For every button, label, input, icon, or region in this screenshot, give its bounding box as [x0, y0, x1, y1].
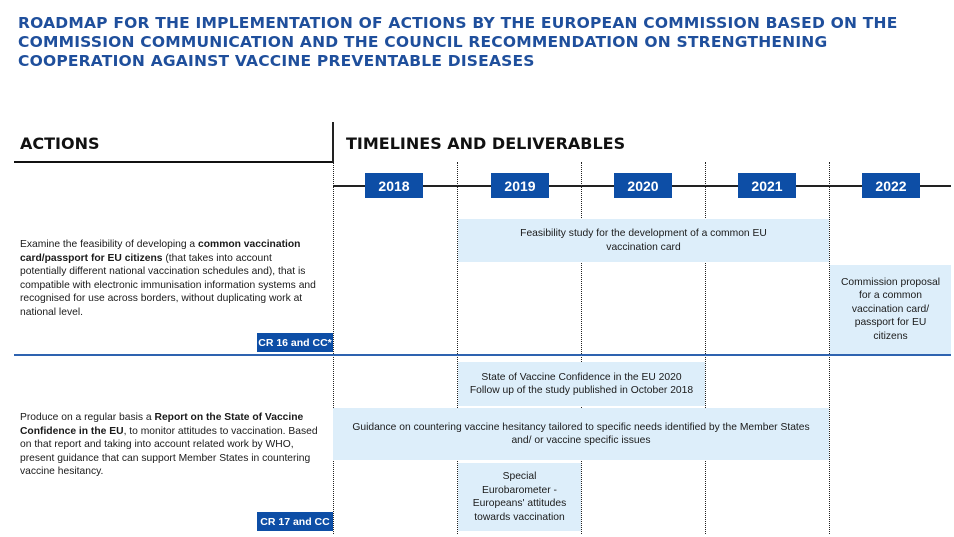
timelines-header: TIMELINES AND DELIVERABLES — [346, 134, 626, 153]
actions-header: ACTIONS — [20, 134, 100, 153]
deliverable-eurobarometer: Special Eurobarometer - Europeans' attitudes towards vaccination — [458, 463, 581, 531]
header-rule — [14, 161, 334, 163]
year-2020: 2020 — [614, 173, 672, 198]
page-title: ROADMAP FOR THE IMPLEMENTATION OF ACTIONS BY THE EUROPEAN COMMISSION BASED ON THE COMMISSION COMMUNICATION AND THE COUNCIL RECOMMENDATION ON STRENGTHENING COOPERATION AGAINST VACCINE PREVENTABLE DISEASES — [18, 14, 898, 70]
deliverable-feasibility-study: Feasibility study for the development of a common EU vaccination card — [458, 219, 829, 262]
reference-badge-1: CR 16 and CC* — [257, 333, 333, 352]
year-divider — [581, 162, 582, 534]
year-2021: 2021 — [738, 173, 796, 198]
col-divider — [333, 162, 334, 534]
year-divider — [705, 162, 706, 534]
row-separator — [14, 354, 951, 356]
reference-badge-2: CR 17 and CC — [257, 512, 333, 531]
header-divider — [332, 122, 334, 162]
year-2022: 2022 — [862, 173, 920, 198]
deliverable-vaccine-confidence-report: State of Vaccine Confidence in the EU 2020 Follow up of the study published in October 2018 — [458, 362, 705, 406]
year-2019: 2019 — [491, 173, 549, 198]
year-2018: 2018 — [365, 173, 423, 198]
action-text-1: Examine the feasibility of developing a common vaccination card/passport for EU citizens (that takes into account potentially different national vaccination schedules and), that is compatible with electronic immunisation information systems and recognised for use across borders, without duplicating work at national level. — [20, 239, 316, 318]
deliverable-hesitancy-guidance: Guidance on countering vaccine hesitancy tailored to specific needs identified by the Member States and/ or vaccine specific issues — [333, 408, 829, 460]
deliverable-commission-proposal: Commission proposal for a common vaccination card/ passport for EU citizens — [830, 265, 951, 354]
action-text-2: Produce on a regular basis a Report on the State of Vaccine Confidence in the EU, to monitor attitudes to vaccination. Based on that report and taking into account related work by WHO, present guidance that can support Member States in countering vaccine hesitancy. — [20, 412, 318, 477]
